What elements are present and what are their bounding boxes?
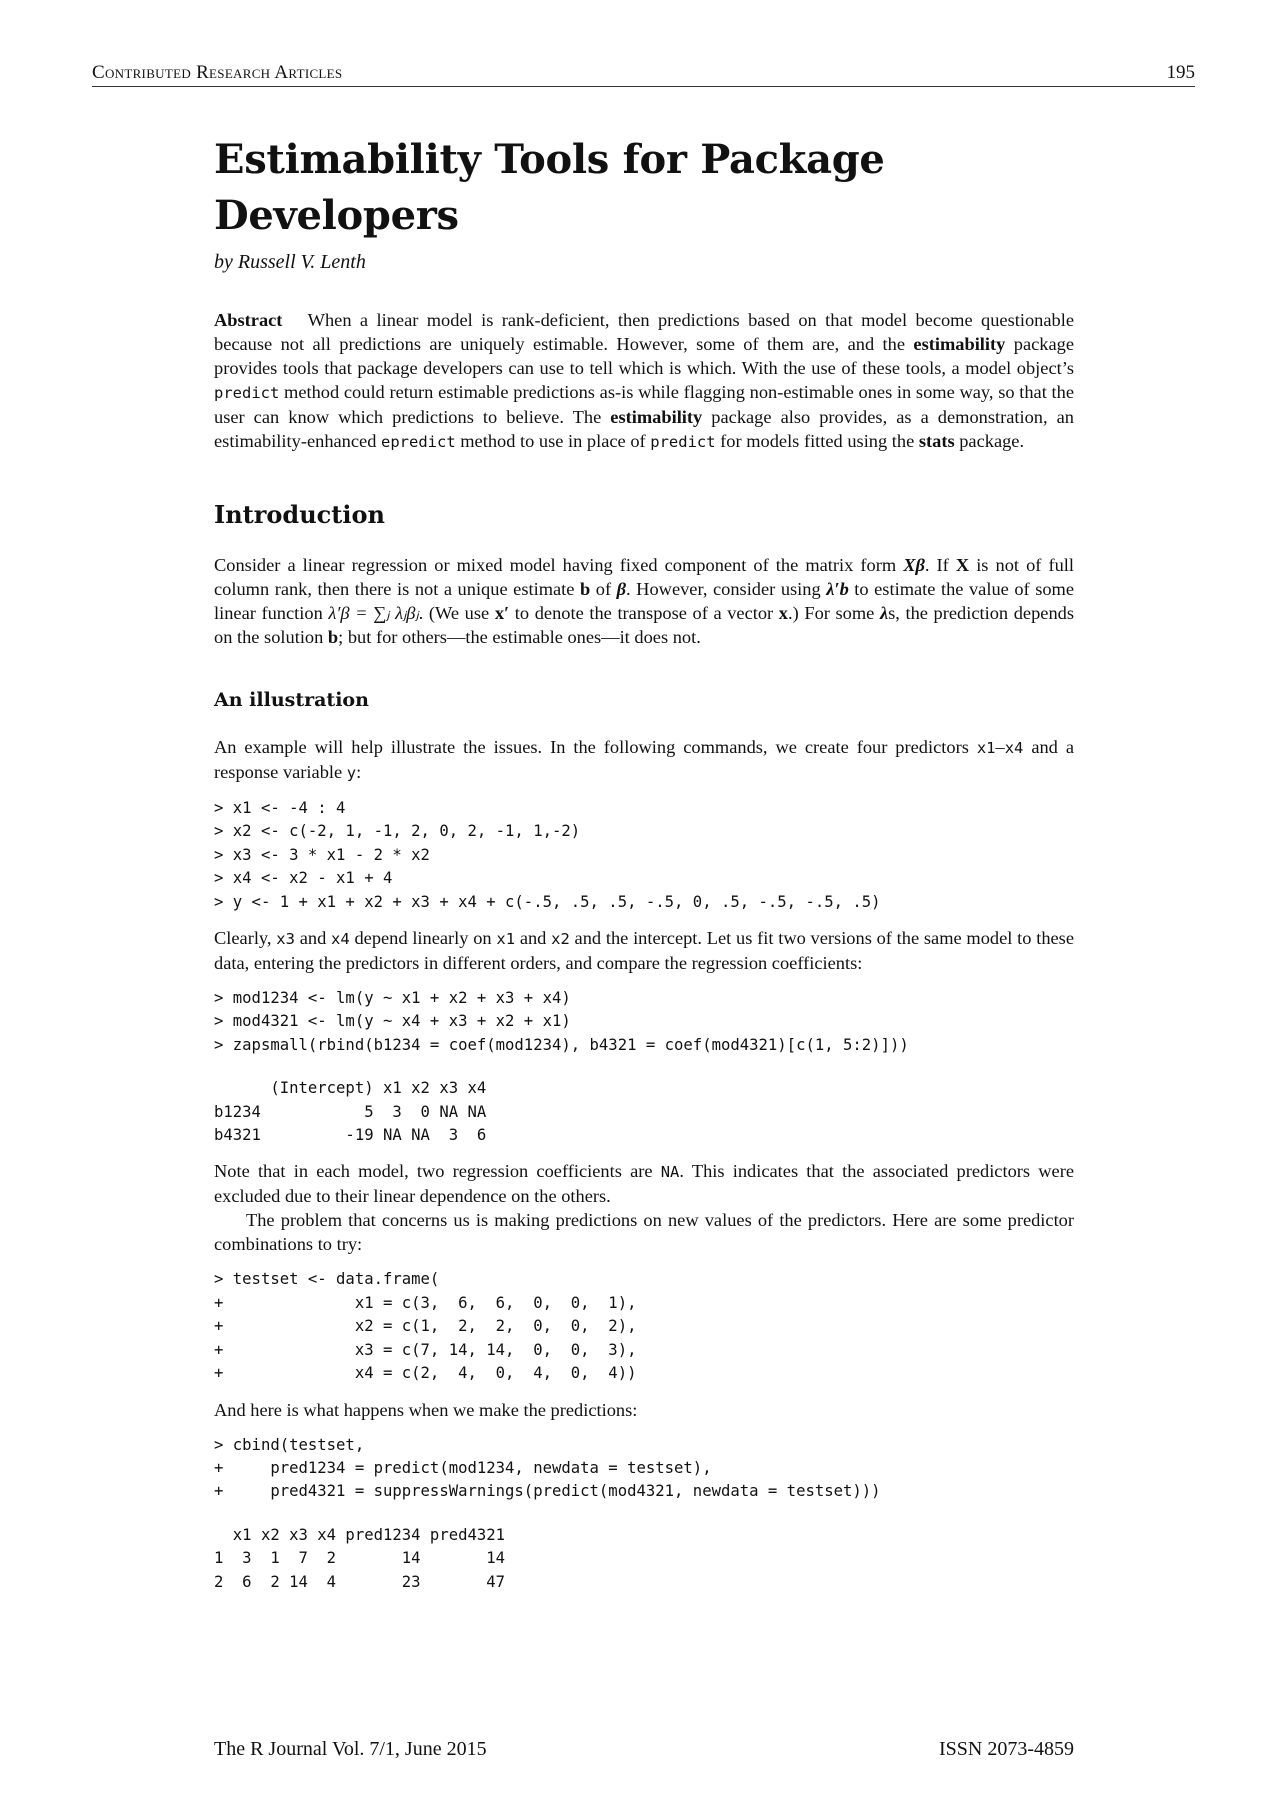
article-body	[214, 132, 1074, 1606]
page-number: 195	[1166, 62, 1195, 83]
footer-issn: ISSN 2073-4859	[938, 1738, 1074, 1760]
illustration-paragraph-3: Note that in each model, two regression coefficients are NA. This indicates that the associated predictors were excluded due to their linear dependence on the others.	[214, 1161, 1074, 1207]
code-output-coefficients: (Intercept) x1 x2 x3 x4 b1234 5 3 0 NA NA b4321 -19 NA NA 3 6	[214, 1079, 487, 1145]
byline: by Russell V. Lenth	[214, 251, 366, 273]
code-block-data-setup: > x1 <- -4 : 4 > x2 <- c(-2, 1, -1, 2, 0, 2, -1, 1,-2) > x3 <- 3 * x1 - 2 * x2 > x4 <- x2 - x1 + 4 > y <- 1 + x1 + x2 + x3 + x4 + c(-.5, .5, .5, -.5, 0, .5, -.5, -.5, .5)	[214, 799, 881, 911]
code-block-model-fit: > mod1234 <- lm(y ~ x1 + x2 + x3 + x4) > mod4321 <- lm(y ~ x4 + x3 + x2 + x1) > zapsmall(rbind(b1234 = coef(mod1234), b4321 = coef(mod4321)[c(1, 5:2)]))	[214, 989, 909, 1054]
code-block-testset: > testset <- data.frame( + x1 = c(3, 6, 6, 0, 0, 1), + x2 = c(1, 2, 2, 0, 0, 2), + x3 = c(7, 14, 14, 0, 0, 3), + x4 = c(2, 4, 0, 4, 0, 4))	[214, 1270, 637, 1383]
abstract: Abstract When a linear model is rank-deficient, then predictions based on that model become questionable because not all predictions are uniquely estimable. However, some of them are, and the estimability package provides tools that package developers can use to tell which is which. With the use of these tools, a model object’s predict method could return estimable predictions as-is while flagging non-estimable ones in some way, so that the user can know which predictions to believe. The estimability package also provides, as a demonstration, an estimability-enhanced epredict method to use in place of predict for models fitted using the stats package.	[214, 310, 1074, 451]
illustration-paragraph-1: An example will help illustrate the issues. In the following commands, we create four predictors x1–x4 and a response variable y:	[214, 737, 1074, 782]
running-head	[92, 60, 1195, 87]
code-block-predict: > cbind(testset, + pred1234 = predict(mod1234, newdata = testset), + pred4321 = suppressWarnings(predict(mod4321, newdata = testset)))	[214, 1435, 881, 1501]
journal-section: Contributed Research Articles	[92, 62, 343, 83]
illustration-paragraph-5: And here is what happens when we make the predictions:	[214, 1399, 638, 1420]
illustration-paragraph-4: The problem that concerns us is making predictions on new values of the predictors. Here are some predictor combinations to try:	[214, 1210, 1074, 1255]
section-heading-introduction: Introduction	[214, 500, 385, 529]
subsection-heading-illustration: An illustration	[214, 689, 369, 711]
illustration-paragraph-2: Clearly, x3 and x4 depend linearly on x1 and x2 and the intercept. Let us fit two versions of the same model to these data, entering the predictors in different orders, and compare the regression coefficients:	[214, 928, 1074, 974]
footer-journal: The R Journal Vol. 7/1, June 2015	[214, 1738, 487, 1760]
abstract-label: Abstract	[214, 310, 283, 330]
code-output-predictions: x1 x2 x3 x4 pred1234 pred4321 1 3 1 7 2 14 14 2 6 2 14 4 23 47	[214, 1525, 506, 1591]
article-title: Estimability Tools for Package Developers	[214, 136, 885, 239]
intro-paragraph: Consider a linear regression or mixed model having fixed component of the matrix form Xβ. If X is not of full column rank, then there is not a unique estimate b of β. However, consider using λ′b to estimate the value of some linear function λ′β = ∑ⱼ λⱼβⱼ. (We use x′ to denote the transpose of a vector x.) For some λs, the prediction depends on the solution b; but for others—the estimable ones—it does not.	[214, 555, 1075, 647]
